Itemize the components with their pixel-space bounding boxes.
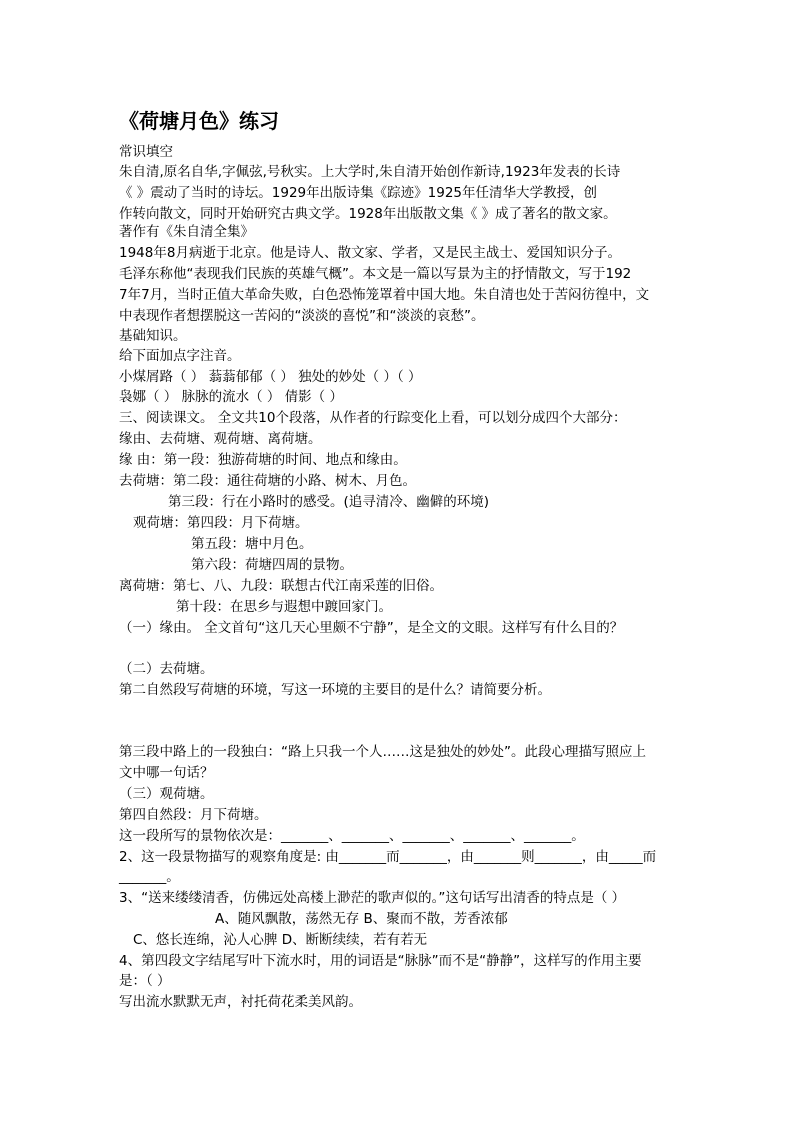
question-line: 小煤屑路（ ） 蓊蓊郁郁（ ） 独处的妙处（ ）（ ）: [119, 369, 422, 385]
outline-line: 第六段：荷塘四周的景物。: [191, 557, 353, 573]
choice-line: C、悠长连绵，沁人心脾 D、断断续续，若有若无: [133, 932, 428, 948]
outline-line: 去荷塘：第二段：通往荷塘的小路、树木、月色。: [119, 473, 416, 489]
question-line: 给下面加点字注音。: [119, 348, 241, 364]
outline-line: 观荷塘：第四段：月下荷塘。: [133, 515, 309, 531]
choice-line: A、随风飘散，荡然无存 B、聚而不散，芳香浓郁: [215, 911, 508, 927]
question-line: 这一段所写的景物依次是：_______、_______、_______、_______、_______。: [119, 828, 585, 844]
question-line: （一）缘由。 全文首句“这几天心里颇不宁静”，是全文的文眼。这样写有什么目的？: [119, 620, 624, 636]
paragraph-line: 中表现作者想摆脱这一苦闷的“淡淡的喜悦”和“淡淡的哀愁”。: [119, 308, 485, 324]
question-line: 是：（ ）: [119, 973, 171, 989]
question-line: 第二自然段写荷塘的环境，写这一环境的主要目的是什么？请简要分析。: [119, 682, 551, 698]
page-title: 《荷塘月色》练习: [119, 109, 279, 133]
answer-line: 写出流水默默无声，衬托荷花柔美风韵。: [119, 994, 362, 1010]
question-line: 袅娜（ ） 脉脉的流水（ ） 倩影（ ）: [119, 389, 343, 405]
paragraph-line: 作转向散文，同时开始研究古典文学。1928年出版散文集《 》成了著名的散文家。: [119, 206, 617, 222]
outline-line: 离荷塘：第七、八、九段：联想古代江南采莲的旧俗。: [119, 578, 443, 594]
section-heading: 三、阅读课文。 全文共10个段落，从作者的行踪变化上看，可以划分成四个大部分：: [119, 410, 627, 426]
paragraph-line: 《 》震动了当时的诗坛。1929年出版诗集《踪迹》1925年任清华大学教授，创: [119, 185, 598, 201]
question-line: _______。: [119, 869, 180, 885]
question-line: 文中哪一句话？: [119, 765, 214, 781]
paragraph-line: 1948年8月病逝于北京。他是诗人、散文家、学者，又是民主战士、爱国知识分子。: [119, 245, 621, 261]
section-heading: 基础知识。: [119, 328, 187, 344]
section-heading: （三）观荷塘。: [119, 786, 214, 802]
question-line: 4、第四段文字结尾写叶下流水时，用的词语是“脉脉”而不是“静静”，这样写的作用主要: [119, 953, 642, 969]
paragraph-line: 缘由、去荷塘、观荷塘、离荷塘。: [119, 431, 322, 447]
outline-line: 缘 由：第一段：独游荷塘的时间、地点和缘由。: [119, 452, 407, 468]
outline-line: 第三段：行在小路时的感受。(追寻清冷、幽僻的环境): [168, 494, 490, 510]
paragraph-line: 朱自清,原名自华,字佩弦,号秋实。上大学时,朱自清开始创作新诗,1923年发表的长诗: [119, 164, 621, 180]
paragraph-line: 第四自然段：月下荷塘。: [119, 807, 268, 823]
question-line: 3、“送来缕缕清香，仿佛远处高楼上渺茫的歌声似的。”这句话写出清香的特点是（ ）: [119, 890, 626, 906]
paragraph-line: 著作有《朱自清全集》: [119, 224, 254, 240]
outline-line: 第十段：在思乡与遐想中踱回家门。: [176, 599, 392, 615]
outline-line: 第五段：塘中月色。: [191, 536, 313, 552]
section-heading: 常识填空: [119, 144, 173, 160]
section-heading: （二）去荷塘。: [119, 661, 214, 677]
question-line: 2、这一段景物描写的观察角度是: 由_______而_______，由_______则_______，由_____而: [119, 849, 657, 865]
paragraph-line: 7年7月，当时正值大革命失败，白色恐怖笼罩着中国大地。朱自清也处于苦闷彷徨中，文: [119, 287, 650, 303]
paragraph-line: 毛泽东称他“表现我们民族的英雄气概”。本文是一篇以写景为主的抒情散文，写于192: [119, 266, 632, 282]
question-line: 第三段中路上的一段独白：“路上只我一个人……这是独处的妙处”。此段心理描写照应上: [119, 744, 646, 760]
